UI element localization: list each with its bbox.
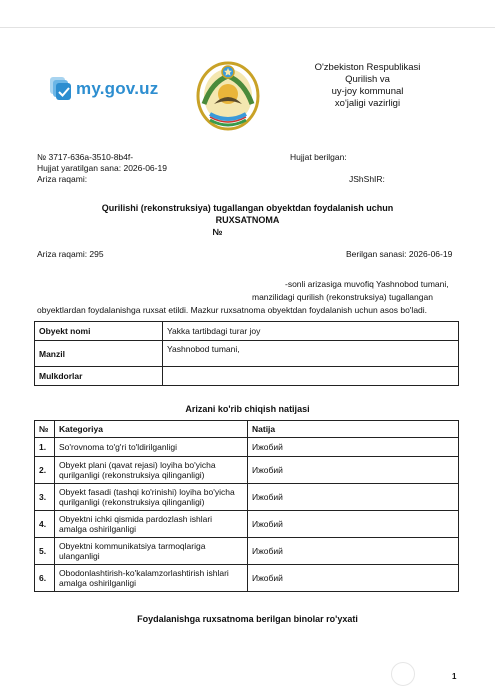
column-header: Kategoriya <box>55 421 248 438</box>
row-result: Ижобий <box>248 484 459 511</box>
row-number: 3. <box>35 484 55 511</box>
issued-to-label: Hujjat berilgan: <box>290 152 347 162</box>
category-line: amalga oshirilganligi <box>59 524 137 534</box>
table-row <box>35 484 459 511</box>
table-row <box>35 565 459 592</box>
doc-meta-left <box>37 152 167 185</box>
row-category <box>55 457 248 484</box>
category-line: Obyekt plani (qavat rejasi) loyiha bo'yicha <box>59 460 216 470</box>
row-category <box>55 438 248 457</box>
state-emblem-icon <box>192 54 264 136</box>
results-table <box>34 420 459 592</box>
table-row <box>35 341 459 367</box>
owners-label: Mulkdorlar <box>35 367 163 386</box>
row-category <box>55 484 248 511</box>
row-result: Ижобий <box>248 438 459 457</box>
jshshir-label: JShShIR: <box>349 174 385 184</box>
permit-paragraph-1: -sonli arizasiga muvofiq Yashnobod tumani, <box>285 279 449 289</box>
category-line: Obodonlashtirish-ko'kalamzorlashtirish ishlari <box>59 568 229 578</box>
row-number: 5. <box>35 538 55 565</box>
buildings-list-heading: Foydalanishga ruxsatnoma berilgan binolar ro'yxati <box>137 614 358 624</box>
category-line: Obyektni ichki qismida pardozlash ishlari <box>59 514 213 524</box>
watermark-icon <box>391 662 415 686</box>
table-row <box>35 511 459 538</box>
permit-paragraph-2: manzilidagi qurilish (rekonstruksiya) tugallangan <box>252 292 433 302</box>
row-result: Ижобий <box>248 457 459 484</box>
mygov-logo <box>50 77 158 101</box>
row-result: Ижобий <box>248 565 459 592</box>
category-line: ulanganligi <box>59 551 100 561</box>
category-line: So'rovnoma to'g'ri to'ldirilganligi <box>59 442 177 452</box>
address-value: Yashnobod tumani, <box>163 341 459 367</box>
title-number: № <box>212 227 223 237</box>
mygov-logo-icon <box>50 77 72 101</box>
row-number: 4. <box>35 511 55 538</box>
row-number: 2. <box>35 457 55 484</box>
ministry-line: uy-joy kommunal <box>331 86 404 97</box>
category-line: qurilganligi (rekonstruksiya qilinganligi) <box>59 497 205 507</box>
table-row <box>35 322 459 341</box>
results-heading: Arizani ko'rib chiqish natijasi <box>185 404 310 414</box>
row-number: 6. <box>35 565 55 592</box>
request-number: Ariza raqami: 295 <box>37 249 104 259</box>
row-category <box>55 511 248 538</box>
request-number-label: Ariza raqami: <box>37 174 88 184</box>
ministry-line: xo'jaligi vazirligi <box>334 98 401 109</box>
row-category <box>55 565 248 592</box>
row-result: Ижобий <box>248 538 459 565</box>
page-number: 1 <box>452 672 457 681</box>
table-row <box>35 367 459 386</box>
column-header: Natija <box>248 421 459 438</box>
table-header-row <box>35 421 459 438</box>
category-line: qurilganligi (rekonstruksiya qilinganligi) <box>59 470 205 480</box>
title-line: Qurilishi (rekonstruksiya) tugallangan obyektdan foydalanish uchun <box>101 203 394 213</box>
table-row <box>35 457 459 484</box>
ministry-line: Qurilish va <box>345 74 390 85</box>
permit-paragraph-3: obyektlardan foydalanishga ruxsat etildi. Mazkur ruxsatnoma obyektdan foydalanish uchun asos bo'ladi. <box>37 305 428 315</box>
row-number: 1. <box>35 438 55 457</box>
title-ruxsatnoma: RUXSATNOMA <box>215 215 280 225</box>
category-line: Obyekt fasadi (tashqi ko'rinishi) loyiha bo'yicha <box>59 487 235 497</box>
row-result: Ижобий <box>248 511 459 538</box>
object-name-label: Obyekt nomi <box>35 322 163 341</box>
top-divider <box>0 27 495 28</box>
doc-number: № 3717-636a-3510-8b4f- <box>37 152 134 162</box>
object-table <box>34 321 459 386</box>
row-category <box>55 538 248 565</box>
ministry-name <box>300 62 435 110</box>
table-row <box>35 438 459 457</box>
object-name-value: Yakka tartibdagi turar joy <box>163 322 459 341</box>
issue-date: Berilgan sanasi: 2026-06-19 <box>346 249 453 259</box>
logo-text: my.gov.uz <box>76 79 159 98</box>
ministry-line: O'zbekiston Respublikasi <box>314 62 421 73</box>
column-header: № <box>35 421 55 438</box>
owners-value <box>163 367 459 386</box>
created-date: Hujjat yaratilgan sana: 2026-06-19 <box>37 163 167 173</box>
address-label: Manzil <box>35 341 163 367</box>
category-line: amalga oshirilganligi <box>59 578 137 588</box>
table-row <box>35 538 459 565</box>
category-line: Obyektni kommunikatsiya tarmoqlariga <box>59 541 206 551</box>
